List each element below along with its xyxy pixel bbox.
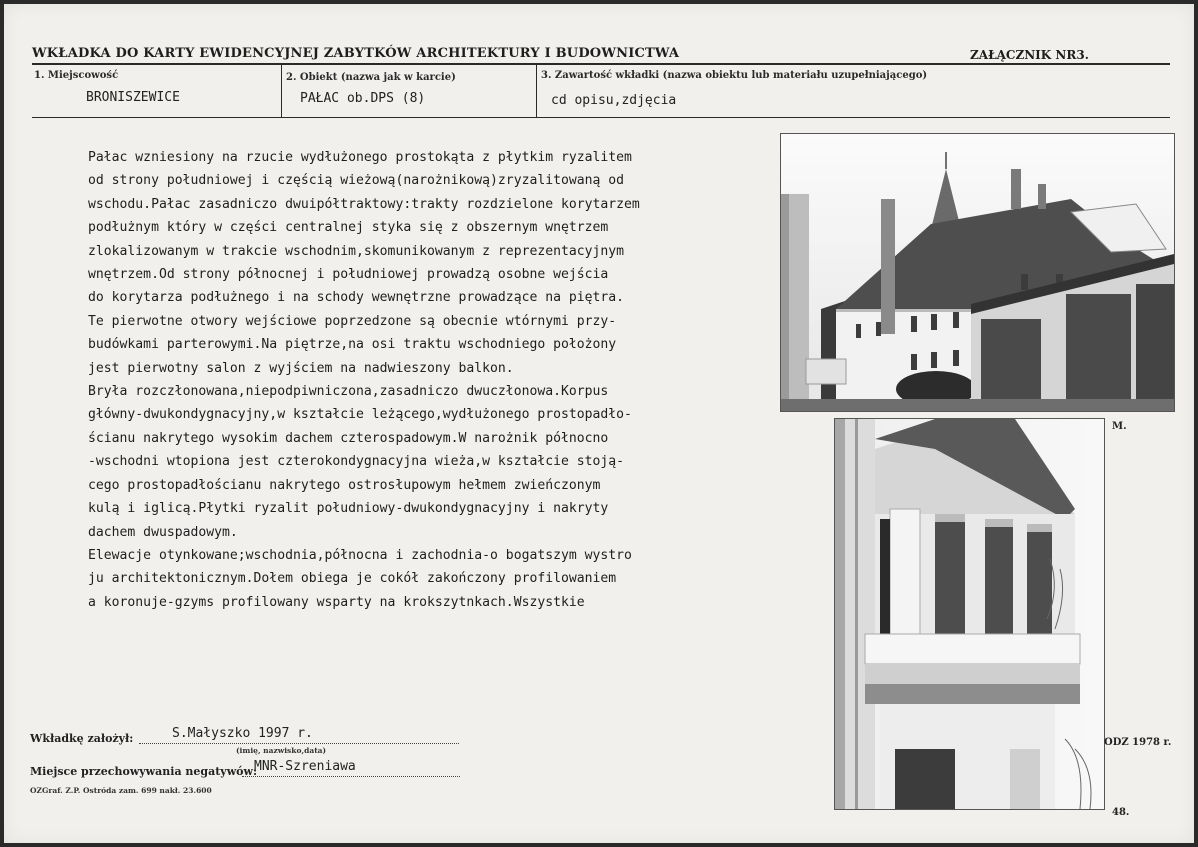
content-label: 3. Zawartość wkładki (nazwa obiektu lub materiału uzupełniającego) (541, 70, 928, 81)
description-line: Pałac wzniesiony na rzucie wydłużonego prostokąta z płytkim ryzalitem (88, 150, 632, 165)
founder-hint: (imię, nazwisko,data) (236, 746, 327, 755)
description-line: -wschodni wtopiona jest czterokondygnacyjna wieża,w kształcie stoją- (88, 454, 625, 470)
founder-label: Wkładkę założył: (30, 732, 134, 745)
object-value: PAŁAC ob.DPS (8) (300, 91, 426, 106)
description-line: ju architektonicznym.Dołem obiega je cokół zakończony profilowaniem (88, 571, 617, 587)
field-divider-1 (281, 65, 282, 117)
photo-mark-3: 48. (1112, 807, 1130, 818)
description-line: wschodu.Pałac zasadniczo dwuipółtraktowy:trakty rozdzielone korytarzem (88, 196, 640, 212)
description-line: wnętrzem.Od strony północnej i południowej prowadzą osobne wejścia (88, 267, 609, 283)
description-line: Bryła rozczłonowana,niepodpiwniczona,zasadniczo dwuczłonowa.Korpus (88, 384, 609, 400)
founder-value: S.Małyszko 1997 r. (172, 726, 313, 741)
print-info: OZGraf. Z.P. Ostróda zam. 699 nakł. 23.600 (30, 786, 212, 795)
storage-dotline (242, 776, 460, 777)
palace-exterior-photo (780, 133, 1175, 412)
annex-number: ZAŁĄCZNIK NR3. (970, 48, 1089, 62)
card-title: WKŁADKA DO KARTY EWIDENCYJNEJ ZABYTKÓW ARCHITEKTURY I BUDOWNICTWA (32, 46, 680, 61)
field-divider-2 (536, 65, 537, 117)
object-label: 2. Obiekt (nazwa jak w karcie) (286, 72, 456, 83)
description-line: do korytarza podłużnego i na schody wewnętrzne prowadzące na piętra. (88, 290, 625, 306)
description-line: ścianu nakrytego wysokim dachem czterospadowym.W narożnik północno (88, 430, 609, 446)
description-line: kulą i iglicą.Płytki ryzalit południowy-dwukondygnacyjny i nakryty (88, 501, 609, 517)
photo-mark-1: M. (1112, 421, 1127, 432)
description-line: od strony południowej i częścią wieżową(narożnikową)zryzalitowaną od (88, 173, 625, 189)
bay-window-photo (834, 418, 1105, 810)
description-line: główny-dwukondygnacyjny,w kształcie leżącego,wydłużonego prostopadło- (88, 407, 632, 423)
content-value: cd opisu,zdjęcia (551, 93, 677, 108)
locality-label: 1. Miejscowość (34, 70, 119, 81)
record-card-sheet (4, 4, 1194, 843)
fields-bottom-rule (32, 117, 1170, 118)
description-line: Te pierwotne otwory wejściowe poprzedzone są obecnie wtórnymi przy- (88, 313, 617, 329)
description-line: jest pierwotny salon z wyjściem na nadwieszony balkon. (88, 360, 514, 376)
photo-mark-2: ODZ 1978 r. (1104, 737, 1172, 748)
header-rule (32, 63, 1170, 65)
description-text (88, 146, 788, 614)
storage-value: MNR-Szreniawa (254, 759, 356, 774)
description-line: dachem dwuspadowym. (88, 524, 238, 540)
description-line: cego prostopadłościanu nakrytego ostrosłupowym hełmem zwieńczonym (88, 477, 601, 493)
locality-value: BRONISZEWICE (86, 90, 180, 105)
description-line: budówkami parterowymi.Na piętrze,na osi traktu wschodniego położony (88, 337, 617, 353)
description-line: podłużnym który w części centralnej styka się z obszernym wnętrzem (88, 220, 609, 236)
storage-label: Miejsce przechowywania negatywów: (30, 765, 258, 778)
description-line: zlokalizowanym w trakcie wschodnim,skomunikowanym z reprezentacyjnym (88, 243, 625, 259)
founder-dotline (139, 743, 459, 744)
description-line: Elewacje otynkowane;wschodnia,północna i zachodnia-o bogatszym wystro (88, 547, 632, 563)
description-line: a koronuje-gzyms profilowany wsparty na krokszytnkach.Wszystkie (88, 594, 585, 610)
